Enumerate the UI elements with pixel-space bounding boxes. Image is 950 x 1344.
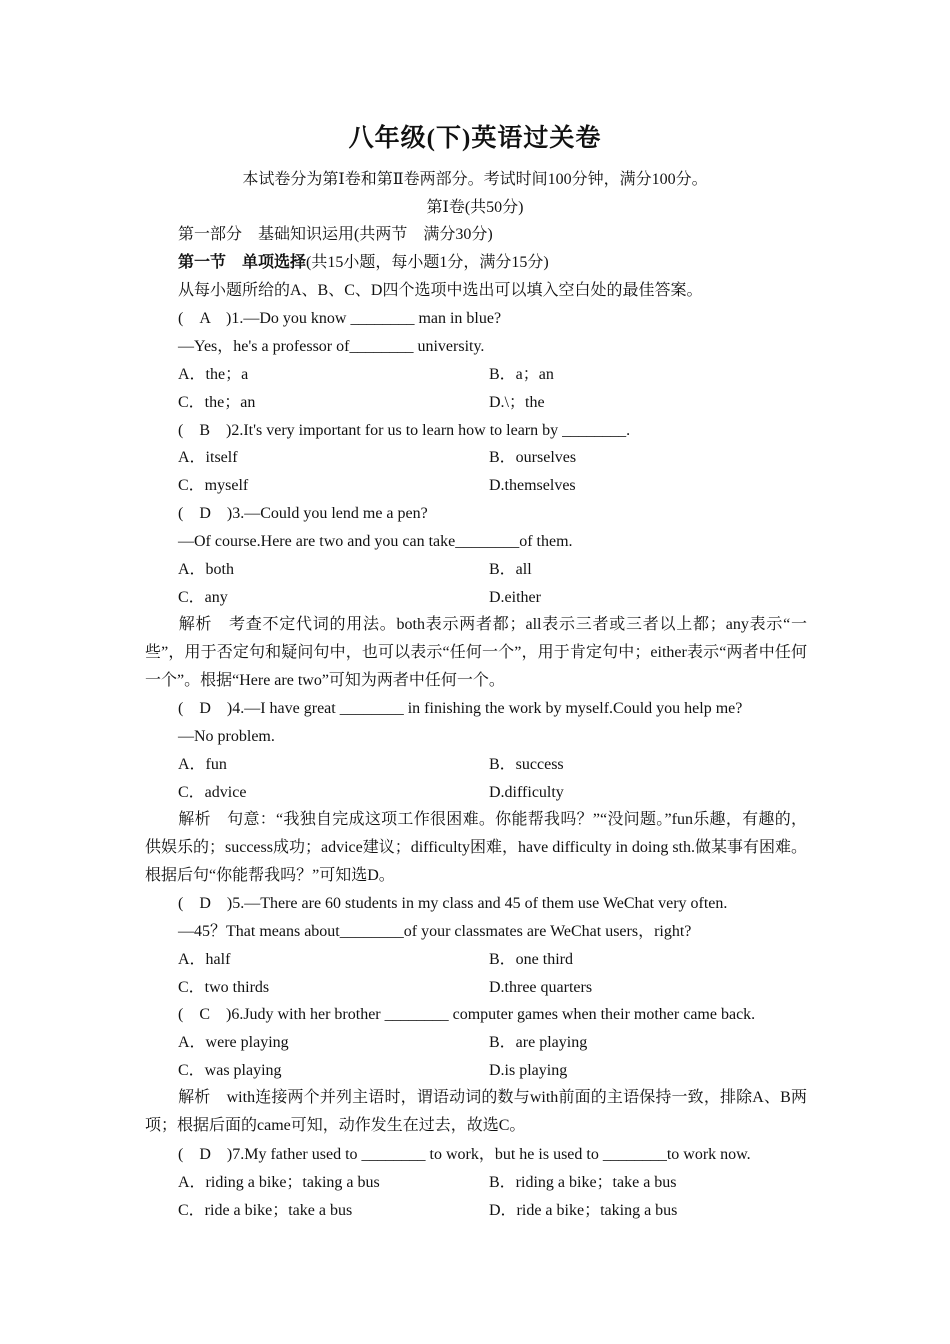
option-a: A．itself [178, 449, 238, 466]
option-d: D.is playing [489, 1062, 568, 1079]
option-a: A．half [178, 951, 231, 968]
option-b: B．all [489, 561, 532, 578]
instruction: 从每小题所给的A、B、C、D四个选项中选出可以填入空白处的最佳答案。 [178, 282, 703, 299]
option-c: C．two thirds [178, 979, 270, 996]
option-b: B．success [489, 756, 564, 773]
option-b: B．a；an [489, 366, 554, 383]
question-stem: —No problem. [178, 728, 275, 745]
question-stem: ( C )6.Judy with her brother ________ computer games when their mother came back. [178, 1006, 756, 1023]
option-d: D.either [489, 589, 541, 606]
option-a: A．riding a bike；taking a bus [178, 1174, 380, 1191]
option-a: A．the；a [178, 366, 249, 383]
option-c: C．was playing [178, 1062, 282, 1079]
option-b: B．riding a bike；take a bus [489, 1174, 677, 1191]
option-b: B．ourselves [489, 449, 577, 466]
analysis-text: 解析 考查不定代词的用法。both表示两者都；all表示三者或三者以上都；any表示“一些”，用于否定句和疑问句中，也可以表示“任何一个”，用于肯定句中；either表示“两者中任何一个”。根据“Here are two”可知为两者中任何一个。 [145, 616, 807, 689]
option-d: D.three quarters [489, 979, 593, 996]
option-c: C．the；an [178, 394, 256, 411]
question-stem: —Of course.Here are two and you can take________of them. [178, 533, 573, 550]
question-stem: ( B )2.It's very important for us to learn how to learn by ________. [178, 422, 631, 439]
analysis-text: 解析 句意：“我独自完成这项工作很困难。你能帮我吗？”“没问题。”fun乐趣，有趣的，供娱乐的；success成功；advice建议；difficulty困难，have difficulty in doing sth.做某事有困难。根据后句“你能帮我吗？”可知选D。 [145, 811, 808, 884]
option-b: B．one third [489, 951, 573, 968]
option-d: D.difficulty [489, 784, 564, 801]
question-stem: ( D )7.My father used to ________ to work，but he is used to ________to work now. [178, 1146, 751, 1163]
option-c: C．ride a bike；take a bus [178, 1202, 353, 1219]
option-d: D．ride a bike；taking a bus [489, 1202, 678, 1219]
section-rule: (共15小题，每小题1分，满分15分) [306, 254, 549, 271]
option-a: A．were playing [178, 1034, 289, 1051]
question-stem: ( A )1.—Do you know ________ man in blue? [178, 310, 502, 327]
question-stem: —Yes，he's a professor of________ university. [178, 338, 485, 355]
section-heading [178, 253, 549, 273]
option-c: C．myself [178, 477, 249, 494]
option-c: C．advice [178, 784, 247, 801]
question-stem: —45？That means about________of your classmates are WeChat users，right? [178, 923, 692, 940]
part-heading: 第一部分 基础知识运用(共两节 满分30分) [178, 226, 493, 243]
option-d: D.themselves [489, 477, 576, 494]
question-stem: ( D )4.—I have great ________ in finishing the work by myself.Could you help me? [178, 700, 743, 717]
option-c: C．any [178, 589, 228, 606]
option-d: D.\；the [489, 394, 545, 411]
question-stem: ( D )5.—There are 60 students in my class and 45 of them use WeChat very often. [178, 895, 728, 912]
analysis-paragraph [145, 1084, 807, 1140]
exam-intro: 本试卷分为第Ⅰ卷和第Ⅱ卷两部分。考试时间100分钟，满分100分。 [242, 171, 708, 188]
page-title: 八年级(下)英语过关卷 [348, 125, 602, 152]
option-b: B．are playing [489, 1034, 588, 1051]
question-stem: ( D )3.—Could you lend me a pen? [178, 505, 428, 522]
analysis-paragraph [145, 611, 807, 694]
analysis-paragraph [145, 806, 807, 889]
section-label: 第一节 单项选择 [178, 254, 307, 271]
option-a: A．fun [178, 756, 227, 773]
option-a: A．both [178, 561, 235, 578]
volume-heading: 第Ⅰ卷(共50分) [426, 199, 524, 216]
analysis-text: 解析 with连接两个并列主语时，谓语动词的数与with前面的主语保持一致，排除A、B两项；根据后面的came可知，动作发生在过去，故选C。 [145, 1089, 807, 1134]
